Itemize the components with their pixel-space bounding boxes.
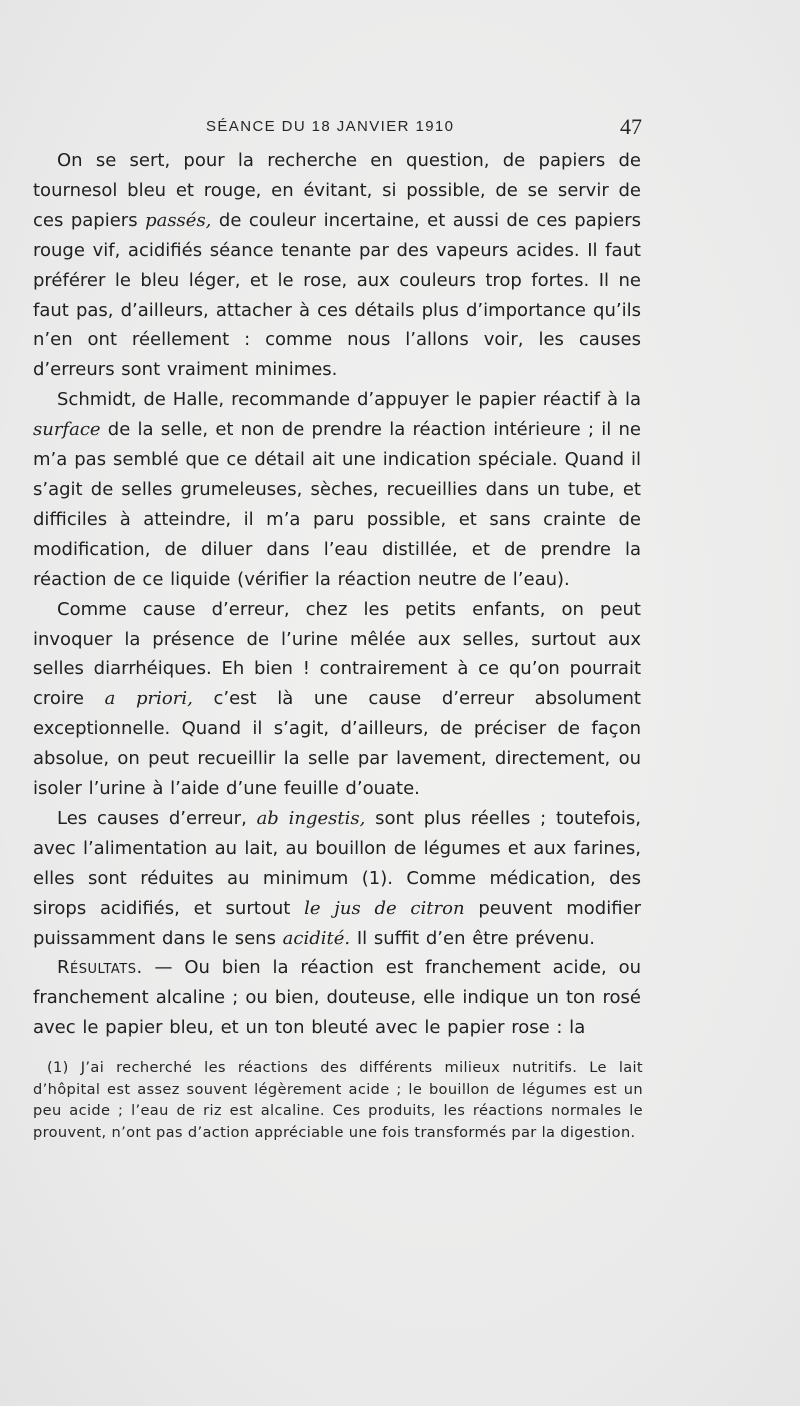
paragraph-3 [33, 595, 641, 804]
paragraph-4-text-b: sont plus réelles ; toutefois, avec l’alimentation au lait, au bouillon de légumes et aux farines, elles sont réduites au minimum (1). Comme médication, des sirops acidifiés, et surtout [33, 807, 641, 919]
paragraph-4-italic-a: ab ingestis, [256, 807, 366, 829]
paragraph-4-text-d: Il suffit d’en être prévenu. [350, 927, 595, 949]
resultats-label: Résultats. [57, 957, 143, 979]
paragraph-3-italic: a priori, [104, 688, 193, 710]
running-title: SÉANCE DU 18 JANVIER 1910 [206, 118, 455, 135]
paragraph-4-italic-b: le jus de citron [304, 897, 465, 919]
paragraph-1-text-b: de couleur incertaine, et aussi de ces papiers rouge vif, acidifiés séance tenante par des vapeurs acides. Il faut préférer le bleu léger, et le rose, aux couleurs trop fortes. Il ne faut pas, d’ailleurs, attacher à ces détails plus d’importance qu’ils n’en ont réellement : comme nous l’allons voir, les causes d’erreurs sont vraiment minimes. [33, 209, 641, 381]
footnote [33, 1057, 643, 1143]
paragraph-4-text-a: Les causes d’erreur, [57, 807, 257, 829]
footnote-text: (1) J’ai recherché les réactions des différents milieux nutritifs. Le lait d’hôpital est assez souvent légèrement acide ; le bouillon de légumes est un peu acide ; l’eau de riz est alcaline. Ces produits, les réactions normales le prouvent, n’ont pas d’action appréciable une fois transformés par la digestion. [33, 1059, 643, 1141]
body-text [33, 146, 641, 1043]
paragraph-4-italic-c: acidité. [282, 927, 351, 949]
paragraph-5 [33, 953, 641, 1043]
paragraph-5-text: — Ou bien la réaction est franchement acide, ou franchement alcaline ; ou bien, douteuse, elle indique un ton rosé avec le papier bleu, et un ton bleuté avec le papier rose : la [33, 957, 641, 1039]
running-header [0, 114, 800, 144]
page-number: 47 [620, 114, 642, 139]
paragraph-2 [33, 385, 641, 594]
paragraph-3-text-b: c’est là une cause d’erreur absolument exceptionnelle. Quand il s’agit, d’ailleurs, de préciser de façon absolue, on peut recueillir la selle par lavement, directement, ou isoler l’urine à l’aide d’une feuille d’ouate. [33, 688, 641, 800]
paragraph-2-italic: surface [33, 419, 101, 441]
paragraph-4-text-c: peuvent modifier puissamment dans le sens [33, 897, 642, 949]
paragraph-4 [33, 804, 641, 954]
paragraph-2-text-b: de la selle, et non de prendre la réaction intérieure ; il ne m’a pas semblé que ce détail ait une indication spéciale. Quand il s’agit de selles grumeleuses, sèches, recueillies dans un tube, et difficiles à atteindre, il m’a paru possible, et sans crainte de modification, de diluer dans l’eau distillée, et de prendre la réaction de ce liquide (vérifier la réaction neutre de l’eau). [33, 419, 641, 590]
paragraph-1-text-a: On se sert, pour la recherche en question, de papiers de tournesol bleu et rouge, en évitant, si possible, de se servir de ces papiers [33, 150, 641, 231]
paragraph-1-italic: passés, [145, 209, 212, 231]
paragraph-2-text-a: Schmidt, de Halle, recommande d’appuyer le papier réactif à la [57, 389, 641, 411]
paragraph-1 [33, 146, 641, 385]
paragraph-3-text-a: Comme cause d’erreur, chez les petits enfants, on peut invoquer la présence de l’urine mêlée aux selles, surtout aux selles diarrhéiques. Eh bien ! contrairement à ce qu’on pourrait croire [33, 598, 641, 710]
